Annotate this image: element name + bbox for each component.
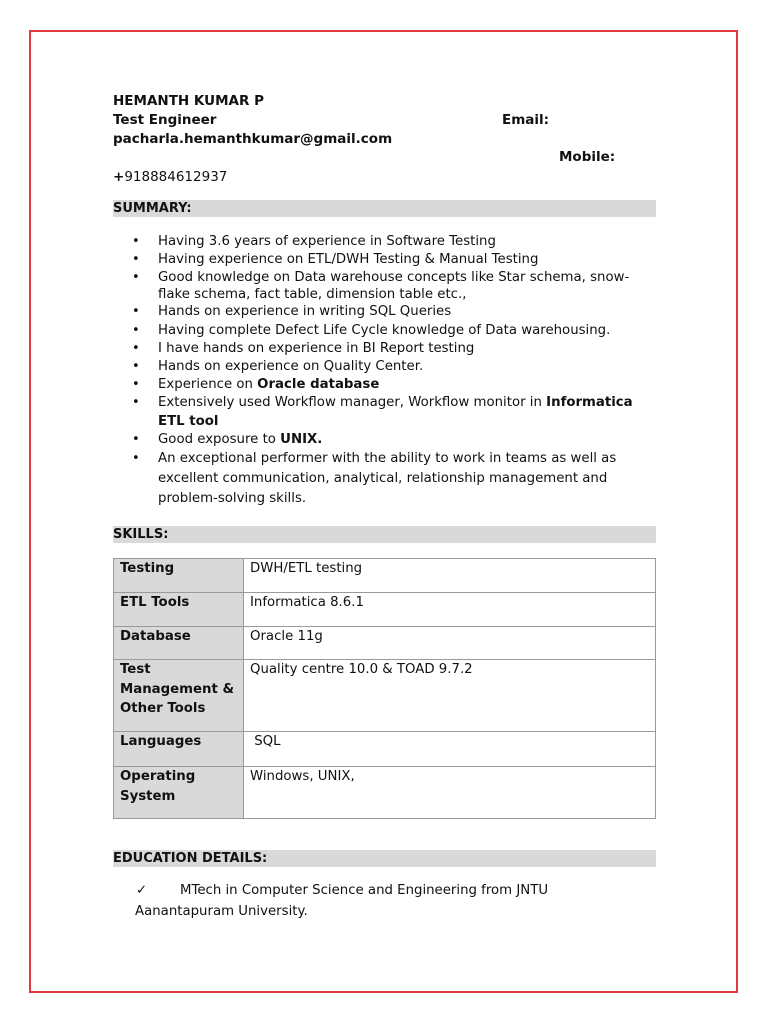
education-text: MTech in Computer Science and Engineering from JNTU Aanantapuram University. [135, 883, 549, 919]
mobile-label: Mobile: [559, 149, 616, 165]
skills-heading-bar [113, 526, 656, 543]
summary-text: Hands on experience in writing SQL Queries [158, 304, 452, 320]
summary-item [132, 431, 656, 449]
table-row [114, 593, 656, 627]
skill-value: DWH/ETL testing [244, 559, 656, 593]
bullet-icon: • [132, 270, 140, 286]
mobile-value: 918884612937 [124, 169, 228, 185]
table-row [114, 559, 656, 593]
table-row [114, 767, 656, 819]
skills-heading: SKILLS: [113, 527, 169, 542]
summary-bold-text: Oracle database [257, 377, 380, 393]
summary-text: Good knowledge on Data warehouse concepts like Star schema, snow-flake schema, fact table, dimension table etc., [158, 270, 630, 303]
bullet-icon: • [132, 451, 140, 467]
skill-label: Test Management & Other Tools [114, 660, 244, 732]
skill-value: Informatica 8.6.1 [244, 593, 656, 627]
checkmark-icon: ✓ [136, 883, 148, 898]
summary-heading-bar [113, 200, 656, 217]
table-row [114, 627, 656, 660]
summary-item [132, 251, 656, 269]
summary-text: Experience on [158, 377, 258, 393]
job-title: Test Engineer [113, 112, 217, 128]
summary-item [132, 340, 656, 358]
candidate-name: HEMANTH KUMAR P [113, 93, 264, 109]
summary-text: I have hands on experience in BI Report testing [158, 340, 475, 356]
summary-text: Good exposure to [158, 431, 281, 447]
summary-item [132, 394, 656, 430]
education-heading: EDUCATION DETAILS: [113, 851, 268, 866]
summary-item [132, 269, 656, 303]
bullet-icon: • [132, 252, 140, 268]
summary-text: Having experience on ETL/DWH Testing & Manual Testing [158, 252, 539, 268]
bullet-icon: • [132, 431, 140, 447]
summary-bold-text: Informatica ETL tool [158, 395, 633, 429]
bullet-icon: • [132, 340, 140, 356]
skill-value: SQL [244, 732, 656, 767]
skill-label: Testing [114, 559, 244, 593]
skill-label: Operating System [114, 767, 244, 819]
education-item [135, 880, 635, 922]
summary-text: Having 3.6 years of experience in Software Testing [158, 234, 496, 249]
summary-item [132, 233, 656, 251]
bullet-icon: • [132, 234, 140, 249]
summary-list [132, 233, 656, 509]
summary-bold-text: UNIX. [280, 431, 323, 447]
summary-item [132, 376, 656, 394]
bullet-icon: • [132, 395, 140, 411]
bullet-icon: • [132, 304, 140, 320]
mobile-plus: + [113, 169, 125, 185]
summary-text: Extensively used Workflow manager, Workflow monitor in [158, 395, 547, 411]
skill-value: Windows, UNIX, [244, 767, 656, 819]
skills-table [113, 558, 656, 819]
summary-item [132, 322, 656, 340]
email-label: Email: [502, 112, 550, 128]
mobile-number [113, 168, 227, 186]
skill-label: Languages [114, 732, 244, 767]
summary-heading: SUMMARY: [113, 201, 192, 216]
skill-value: Oracle 11g [244, 627, 656, 660]
summary-text: An exceptional performer with the ability to work in teams as well as excellent communication, analytical, relationship management and problem-solving skills. [158, 451, 617, 507]
bullet-icon: • [132, 359, 140, 375]
table-row [114, 660, 656, 732]
skill-label: Database [114, 627, 244, 660]
summary-item [132, 449, 656, 509]
skill-label: ETL Tools [114, 593, 244, 627]
summary-item [132, 358, 656, 376]
bullet-icon: • [132, 377, 140, 393]
email-value: pacharla.hemanthkumar@gmail.com [113, 131, 393, 147]
summary-text: Having complete Defect Life Cycle knowledge of Data warehousing. [158, 322, 611, 338]
skill-value: Quality centre 10.0 & TOAD 9.7.2 [244, 660, 656, 732]
summary-text: Hands on experience on Quality Center. [158, 359, 424, 375]
summary-item [132, 303, 656, 321]
bullet-icon: • [132, 322, 140, 338]
table-row [114, 732, 656, 767]
